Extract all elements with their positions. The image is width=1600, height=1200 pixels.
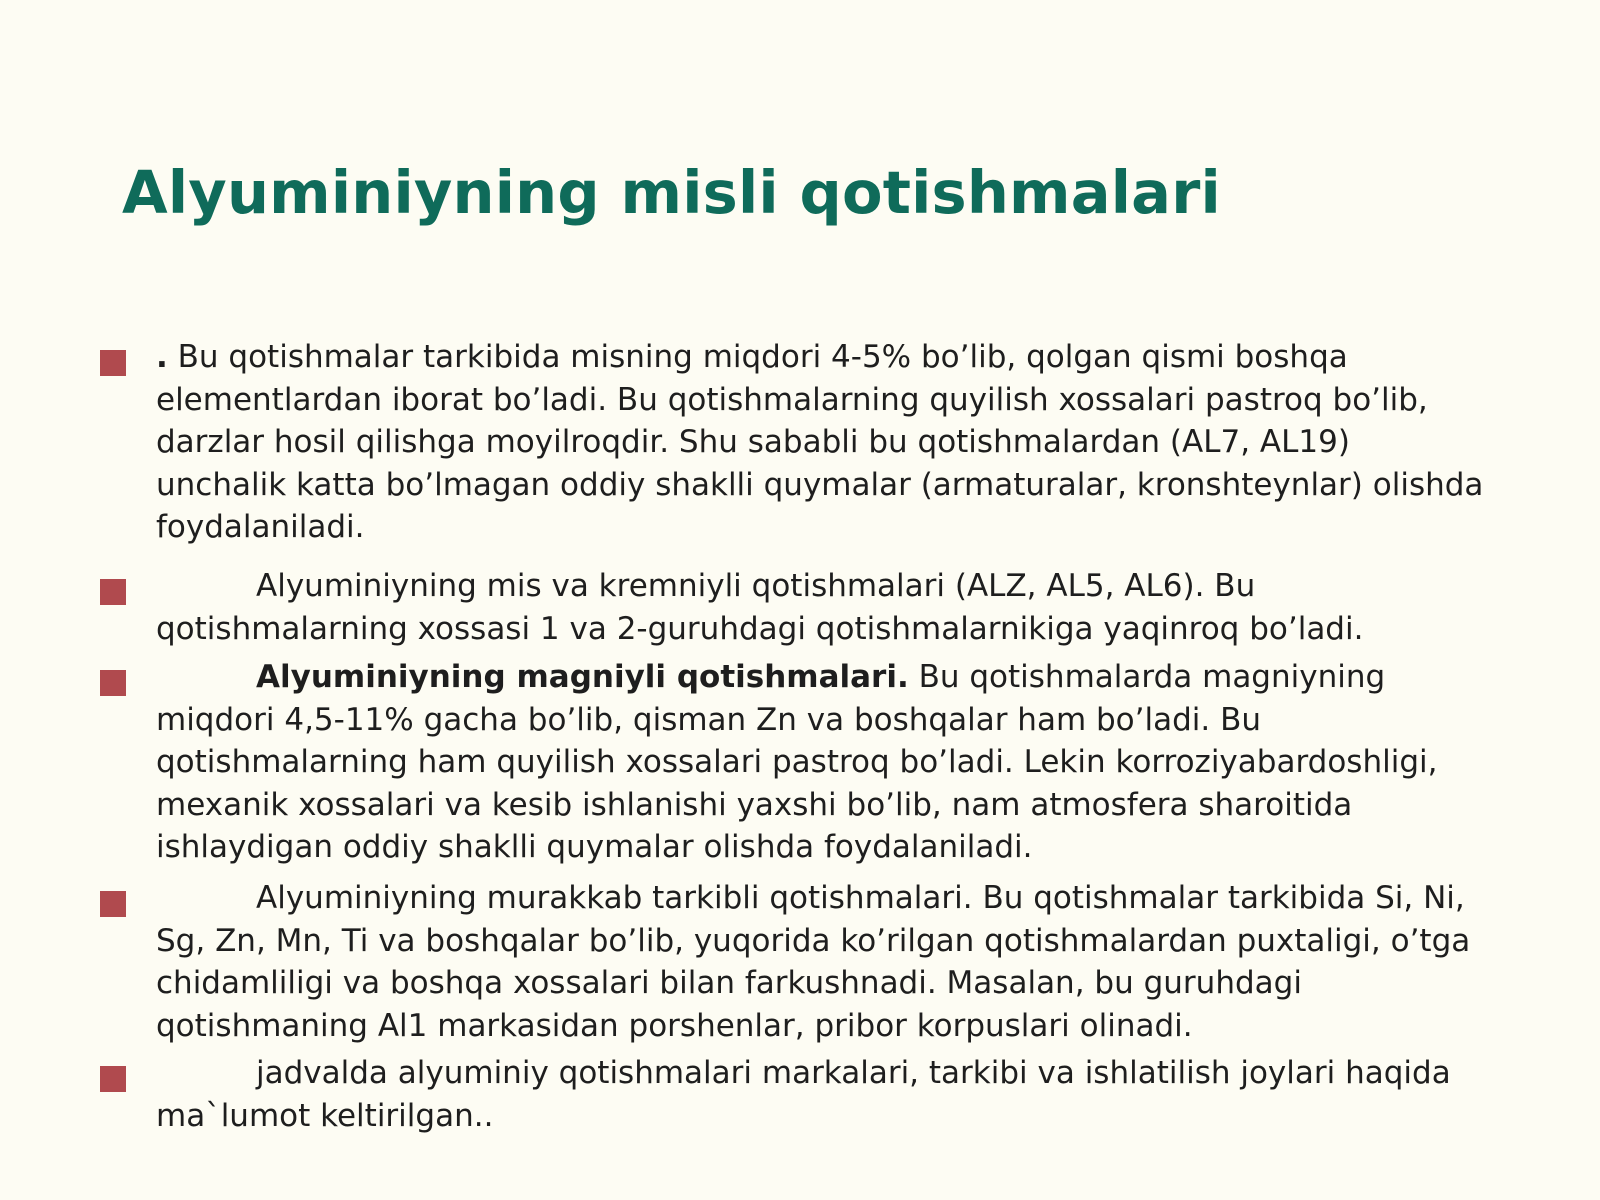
bullet-line: chidamliligi va boshqa xossalari bilan farkushnadi. Masalan, bu guruhdagi [156,965,1302,1001]
bullet-line: miqdori 4,5-11% gacha bo’lib, qisman Zn va boshqalar ham bo’ladi. Bu [156,701,1262,738]
bullet-text [156,877,1568,1047]
bullet-line: Alyuminiyning murakkab tarkibli qotishmalari. Bu qotishmalar tarkibida Si, Ni, [256,880,1465,916]
bullet-line: mexanik xossalari va kesib ishlanishi yaxshi bo’lib, nam atmosfera sharoitida [156,786,1353,823]
square-bullet-icon [100,670,126,696]
bullet-line: qotishmalarning ham quyilish xossalari pastroq bo’ladi. Lekin korroziyabardoshligi, [156,744,1438,780]
slide-title: Alyuminiyning misli qotishmalari [122,158,1221,227]
square-bullet-icon [100,891,126,917]
bullet-line: qotishmalarning xossasi 1 va 2-guruhdagi qotishmalarnikiga yaqinroq bo’ladi. [156,610,1364,647]
bullet-heading: Alyuminiyning magniyli qotishmalari. [256,659,909,695]
bullet-text [156,1052,1568,1137]
bullet-line: . Bu qotishmalar tarkibida misning miqdori 4-5% bo’lib, qolgan qismi boshqa [156,339,1348,375]
bullet-line: Alyuminiyning magniyli qotishmalari. Bu qotishmalarda magniyning [256,659,1386,695]
square-bullet-icon [100,350,126,376]
bullet-line: ishlaydigan oddiy shaklli quymalar olishda foydalaniladi. [156,829,1033,865]
bullet-text [156,565,1568,650]
square-bullet-icon [100,1066,126,1092]
bullet-line: ma`lumot keltirilgan.. [156,1097,494,1134]
bullet-line: darzlar hosil qilishga moyilroqdir. Shu sababli bu qotishmalardan (AL7, AL19) [156,424,1350,460]
square-bullet-icon [100,579,126,605]
bullet-line: Sg, Zn, Mn, Ti va boshqalar bo’lib, yuqorida ko’rilgan qotishmalardan puxtaligi, o’tga [156,922,1471,959]
bullet-line: Alyuminiyning mis va kremniyli qotishmalari (ALZ, AL5, AL6). Bu [256,568,1256,604]
bullet-text [156,336,1568,549]
bullet-line: unchalik katta bo’lmagan oddiy shaklli quymalar (armaturalar, kronshteynlar) olishda [156,466,1484,503]
bullet-line: elementlardan iborat bo’ladi. Bu qotishmalarning quyilish xossalari pastroq bo’lib, [156,381,1428,418]
bullet-line: qotishmaning Al1 markasidan porshenlar, pribor korpuslari olinadi. [156,1007,1193,1044]
bullet-line: jadvalda alyuminiy qotishmalari markalari, tarkibi va ishlatilish joylari haqida [256,1055,1451,1091]
bullet-line: foydalaniladi. [156,509,365,545]
bullet-text [156,656,1568,869]
